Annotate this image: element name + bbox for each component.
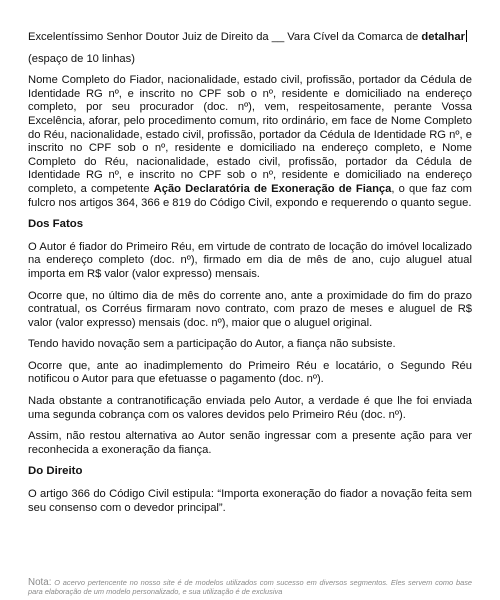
qualification-tail: , o que faz com fulcro nos artigos 364, 366 e 819 do Código Civil, expondo e requerendo o quanto segue. (28, 182, 473, 209)
footer-note-text: O acervo pertencente no nosso site é de modelos utilizados com sucesso em diversos segmentos. Eles servem como base para elaboração de um modelo personalizado, e sua utilização é de exclusiva (28, 578, 472, 597)
highlighted-word[interactable]: detalhar (421, 31, 465, 43)
facts-paragraph: Assim, não restou alternativa ao Autor senão ingressar com a presente ação para ver reconhecida a exoneração da fiança. (28, 430, 472, 456)
qualification-text: Nome Completo do Fiador, nacionalidade, estado civil, profissão, portador da Cédula de Identidade RG nº, e inscrito no CPF sob o nº, residente e domiciliado na endereço completo, por seu procurador (doc. nº), vem, respeitosamente, perante Vossa Excelência, aforar, pelo procedimento comum, rito ordinário, em face de Nome Completo do Réu, nacionalidade, estado civil, profissão, portador da Cédula de Identidade RG nº, e inscrito no CPF sob o nº, residente e domiciliado na endereço completo, e Nome Completo do Réu, nacionalidade, estado civil, profissão, portador da Cédula de Identidade RG nº, e inscrito no CPF sob o nº, residente e domiciliado na endereço completo, a competente (28, 74, 472, 195)
qualification-paragraph (28, 74, 472, 210)
law-heading: Do Direito (28, 465, 83, 478)
court-address (28, 30, 472, 45)
facts-paragraph: Nada obstante a contranotificação enviada pelo Autor, a verdade é que lhe foi enviada uma segunda cobrança com os valores devidos pelo Primeiro Réu (doc. nº). (28, 395, 472, 421)
footer-note (28, 578, 472, 597)
spacing-note: (espaço de 10 linhas) (28, 52, 135, 65)
facts-paragraph: Ocorre que, ante ao inadimplemento do Primeiro Réu e locatário, o Segundo Réu notificou o Autor para que efetuasse o pagamento (doc. nº). (28, 359, 472, 386)
court-address-text: Excelentíssimo Senhor Doutor Juiz de Direito da __ Vara Cível da Comarca de (28, 31, 419, 43)
text-cursor (466, 30, 467, 42)
facts-paragraph: Ocorre que, no último dia de mês do corrente ano, ante a proximidade do fim do prazo contratual, os Corréus firmaram novo contrato, com prazo de meses e aluguel de R$ valor (valor expresso) mensais (doc. nº), maior que o aluguel original. (28, 289, 472, 329)
facts-heading: Dos Fatos (28, 218, 84, 231)
facts-paragraph: Tendo havido novação sem a participação do Autor, a fiança não subsiste. (28, 338, 396, 351)
action-title: Ação Declaratória de Exoneração de Fiança (153, 182, 392, 195)
law-paragraph: O artigo 366 do Código Civil estipula: “Importa exoneração do fiador a novação feita sem seu consenso com o devedor principal”. (28, 488, 472, 514)
document-page (28, 30, 472, 523)
facts-paragraph: O Autor é fiador do Primeiro Réu, em virtude de contrato de locação do imóvel localizado na endereço completo (doc. nº), firmado em dia de mês de ano, cujo aluguel atual importa em R$ valor (valor expresso) mensais. (28, 240, 472, 280)
footer-note-label: Nota: (28, 577, 52, 588)
